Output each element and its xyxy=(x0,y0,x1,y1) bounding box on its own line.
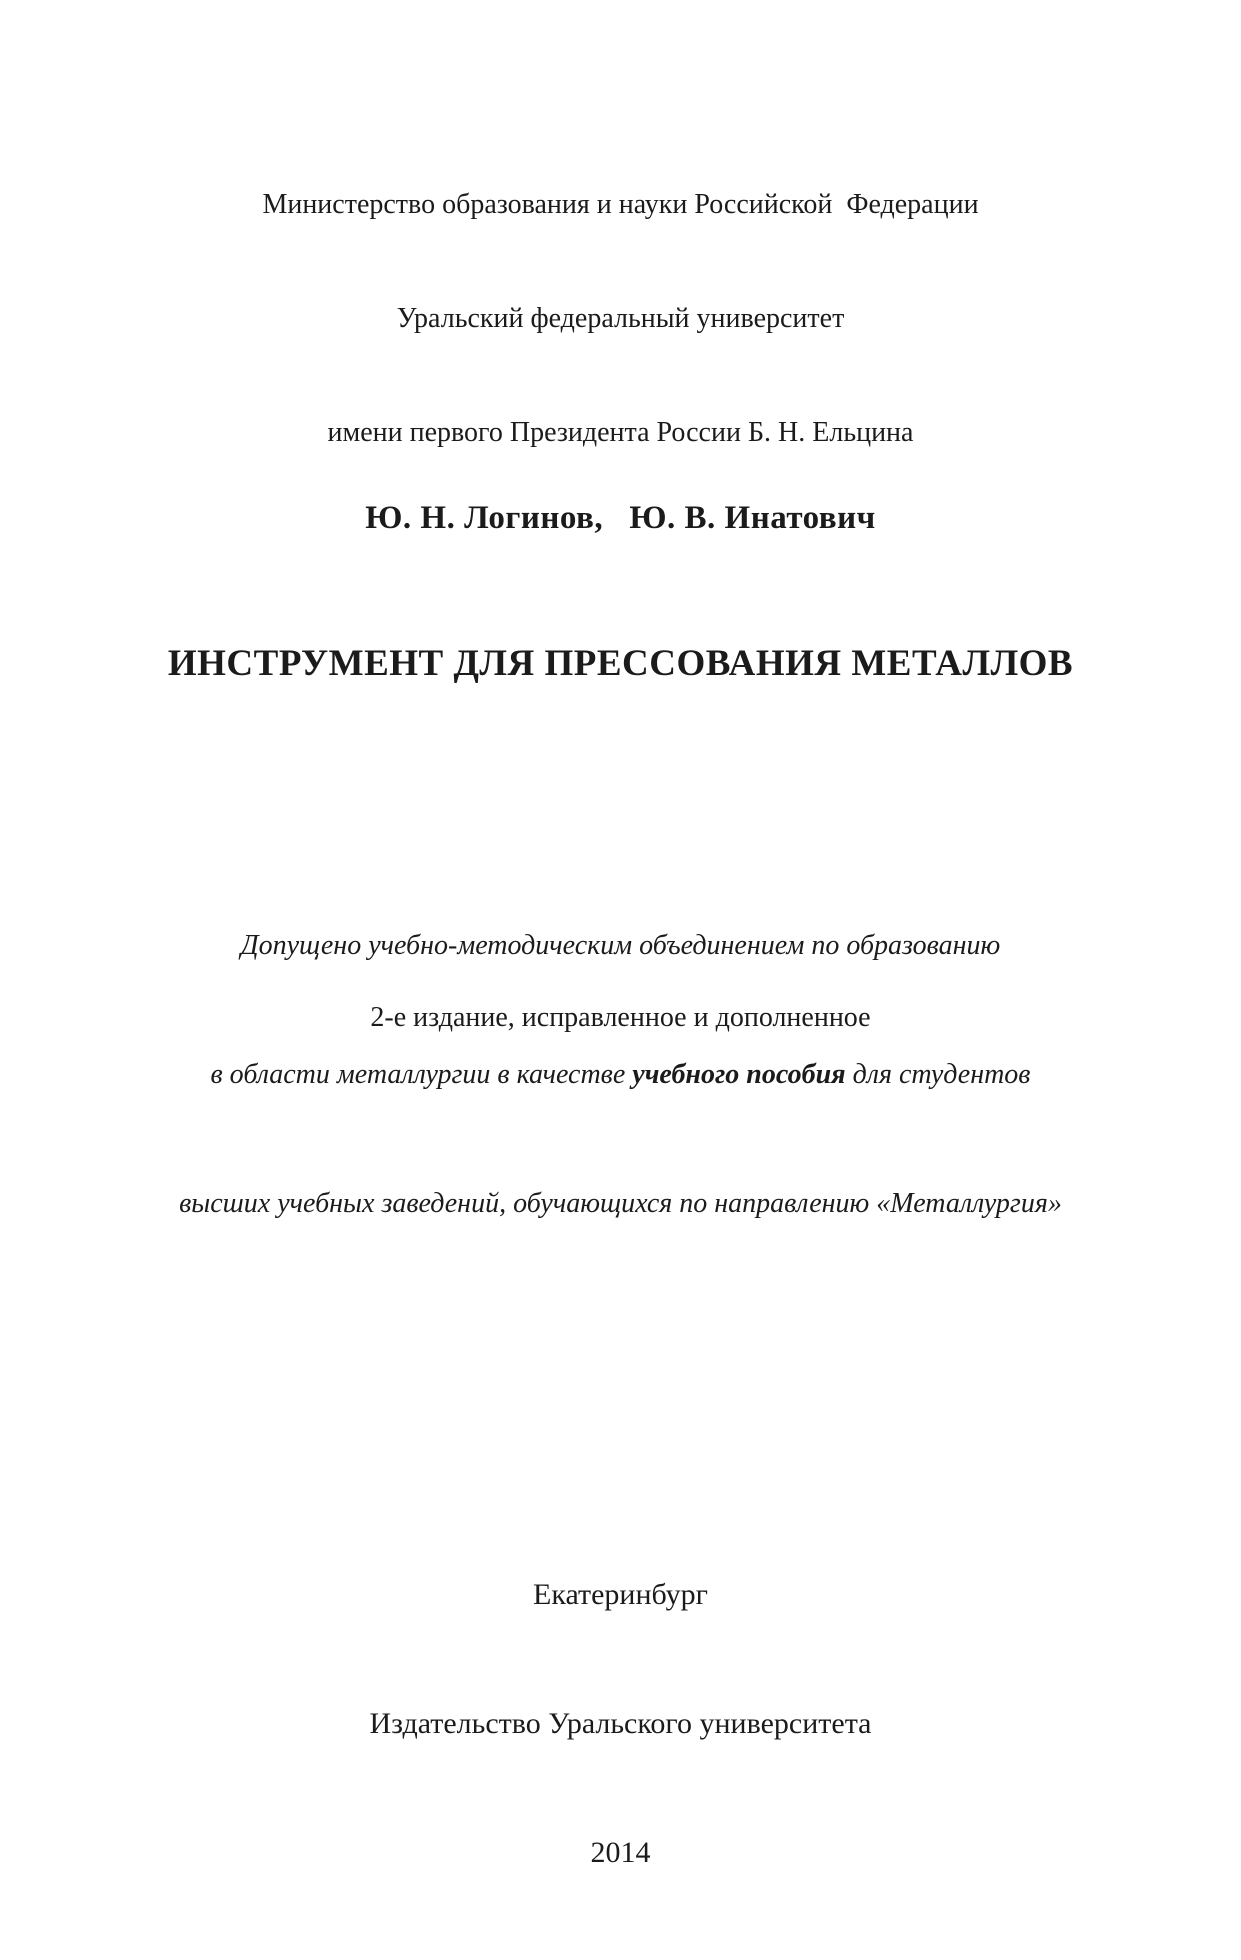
edition-note: 2-е издание, исправленное и дополненное xyxy=(370,1002,871,1033)
approval-line-1: Допущено учебно-методическим объединением по образованию xyxy=(240,930,1001,961)
approval-line-2-bold: учебного пособия xyxy=(632,1059,846,1090)
imprint-publisher: Издательство Уральского университета xyxy=(369,1707,872,1740)
approval-line-2-pre: в области металлургии в качестве xyxy=(210,1059,633,1090)
imprint-city: Екатеринбург xyxy=(533,1578,708,1611)
imprint-year: 2014 xyxy=(590,1836,651,1869)
approval-line-2-post: для студентов xyxy=(845,1059,1031,1090)
approval-line-3: высших учебных заведений, обучающихся по направлению «Металлургия» xyxy=(179,1188,1062,1219)
approval-note xyxy=(0,838,1241,1311)
university-name-line: имени первого Президента России Б. Н. Ельцина xyxy=(327,417,914,448)
header-block xyxy=(0,110,1241,528)
book-title: ИНСТРУМЕНТ ДЛЯ ПРЕССОВАНИЯ МЕТАЛЛОВ xyxy=(167,643,1074,684)
university-line: Уральский федеральный университет xyxy=(396,303,845,334)
ministry-line: Министерство образования и науки Российской Федерации xyxy=(262,189,979,220)
authors-line: Ю. Н. Логинов, Ю. В. Инатович xyxy=(365,500,876,536)
imprint-block xyxy=(0,1487,1241,1960)
approval-line-2 xyxy=(0,1053,1241,1096)
